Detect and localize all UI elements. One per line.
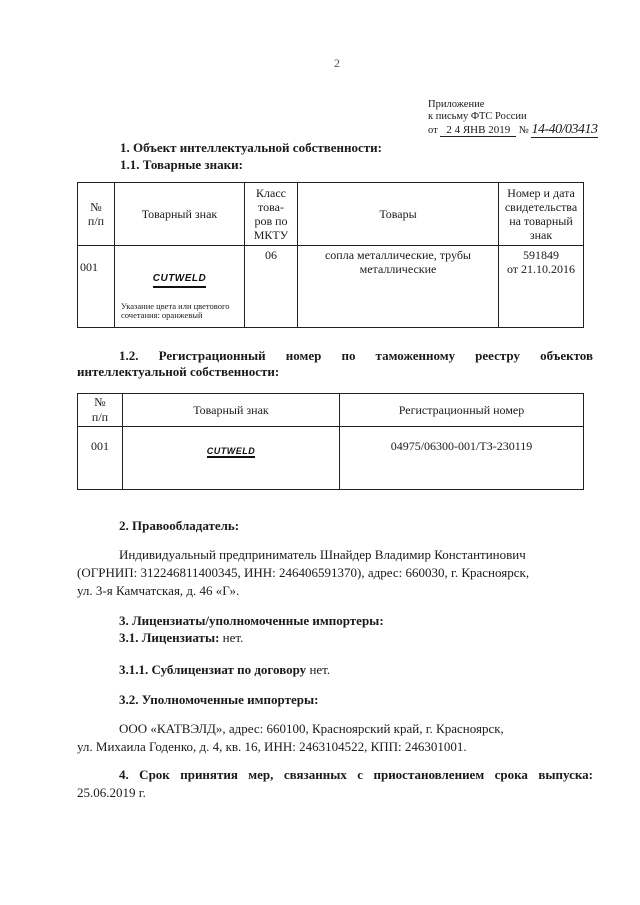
appendix-header	[428, 99, 598, 137]
page-number: 2	[334, 56, 340, 70]
col-header-mark: Товарный знак	[115, 183, 245, 246]
reg-col-header-num: № п/п	[78, 394, 123, 427]
color-note: Указание цвета или цветового сочетания: оранжевый	[121, 301, 230, 320]
col-header-cert: Номер и дата свидетельства на товарный знак	[499, 183, 584, 246]
section3-title: 3. Лицензиаты/уполномоченные импортеры:	[119, 613, 384, 628]
section311	[119, 661, 330, 679]
section4-line1: 4. Срок принятия мер, связанных с приостановлением срока выпуска:	[119, 767, 593, 782]
reg-row-number: 04975/06300-001/ТЗ-230119	[340, 427, 584, 490]
section32-line2: ул. Михаила Годенко, д. 4, кв. 16, ИНН: 2463104522, КПП: 246301001.	[77, 739, 467, 754]
appendix-date-stamp: 2 4 ЯНВ 2019	[440, 124, 516, 137]
trademarks-table	[77, 182, 584, 328]
appendix-date-line	[428, 124, 598, 137]
trademarks-header-row	[78, 183, 584, 246]
section2-title: 2. Правообладатель:	[119, 518, 240, 533]
section12-line1: 1.2. Регистрационный номер по таможенному реестру объектов	[119, 348, 593, 363]
col-header-num: № п/п	[78, 183, 115, 246]
reg-row-num: 001	[78, 427, 123, 490]
section32-line1: ООО «КАТВЭЛД», адрес: 660100, Красноярский край, г. Красноярск,	[119, 721, 504, 736]
registry-table	[77, 393, 584, 490]
cutweld-logo: CUTWELD	[153, 272, 207, 288]
registry-row	[78, 427, 584, 490]
row-goods: сопла металлические, трубы металлические	[298, 246, 499, 328]
cutweld-logo-2: CUTWELD	[206, 446, 256, 456]
section31	[119, 629, 243, 647]
section31-value: нет.	[219, 630, 244, 645]
col-header-goods: Товары	[298, 183, 499, 246]
appendix-number-label: №	[518, 125, 529, 136]
section32-title: 3.2. Уполномоченные импортеры:	[119, 692, 319, 707]
section4-line2: 25.06.2019 г.	[77, 785, 146, 800]
reg-col-header-mark: Товарный знак	[123, 394, 340, 427]
appendix-from-label: от	[428, 125, 438, 136]
section12-line2: интеллектуальной собственности:	[77, 364, 280, 379]
row-num: 001	[78, 246, 115, 328]
row-cert: 591849 от 21.10.2016	[499, 246, 584, 328]
appendix-letter-ref: к письму ФТС России	[428, 111, 527, 122]
appendix-handwritten-number: 14-40/03413	[531, 122, 598, 137]
row-mark	[115, 246, 245, 328]
section311-value: нет.	[306, 662, 331, 677]
section311-label: 3.1.1. Сублицензиат по договору	[119, 662, 307, 677]
section31-label: 3.1. Лицензиаты:	[119, 630, 220, 645]
section2-line2: (ОГРНИП: 312246811400345, ИНН: 246406591370), адрес: 660030, г. Красноярск,	[77, 565, 530, 580]
row-class: 06	[245, 246, 298, 328]
registry-header-row	[78, 394, 584, 427]
reg-col-header-number: Регистрационный номер	[340, 394, 584, 427]
trademarks-row	[78, 246, 584, 328]
appendix-title: Приложение	[428, 99, 485, 110]
section1-subtitle: 1.1. Товарные знаки:	[120, 157, 243, 172]
col-header-class: Класс това- ров по МКТУ	[245, 183, 298, 246]
section2-line1: Индивидуальный предприниматель Шнайдер Владимир Константинович	[119, 547, 526, 562]
section1-title: 1. Объект интеллектуальной собственности:	[120, 140, 382, 155]
section2-line3: ул. 3-я Камчатская, д. 46 «Г».	[77, 583, 240, 598]
reg-row-mark	[123, 427, 340, 490]
